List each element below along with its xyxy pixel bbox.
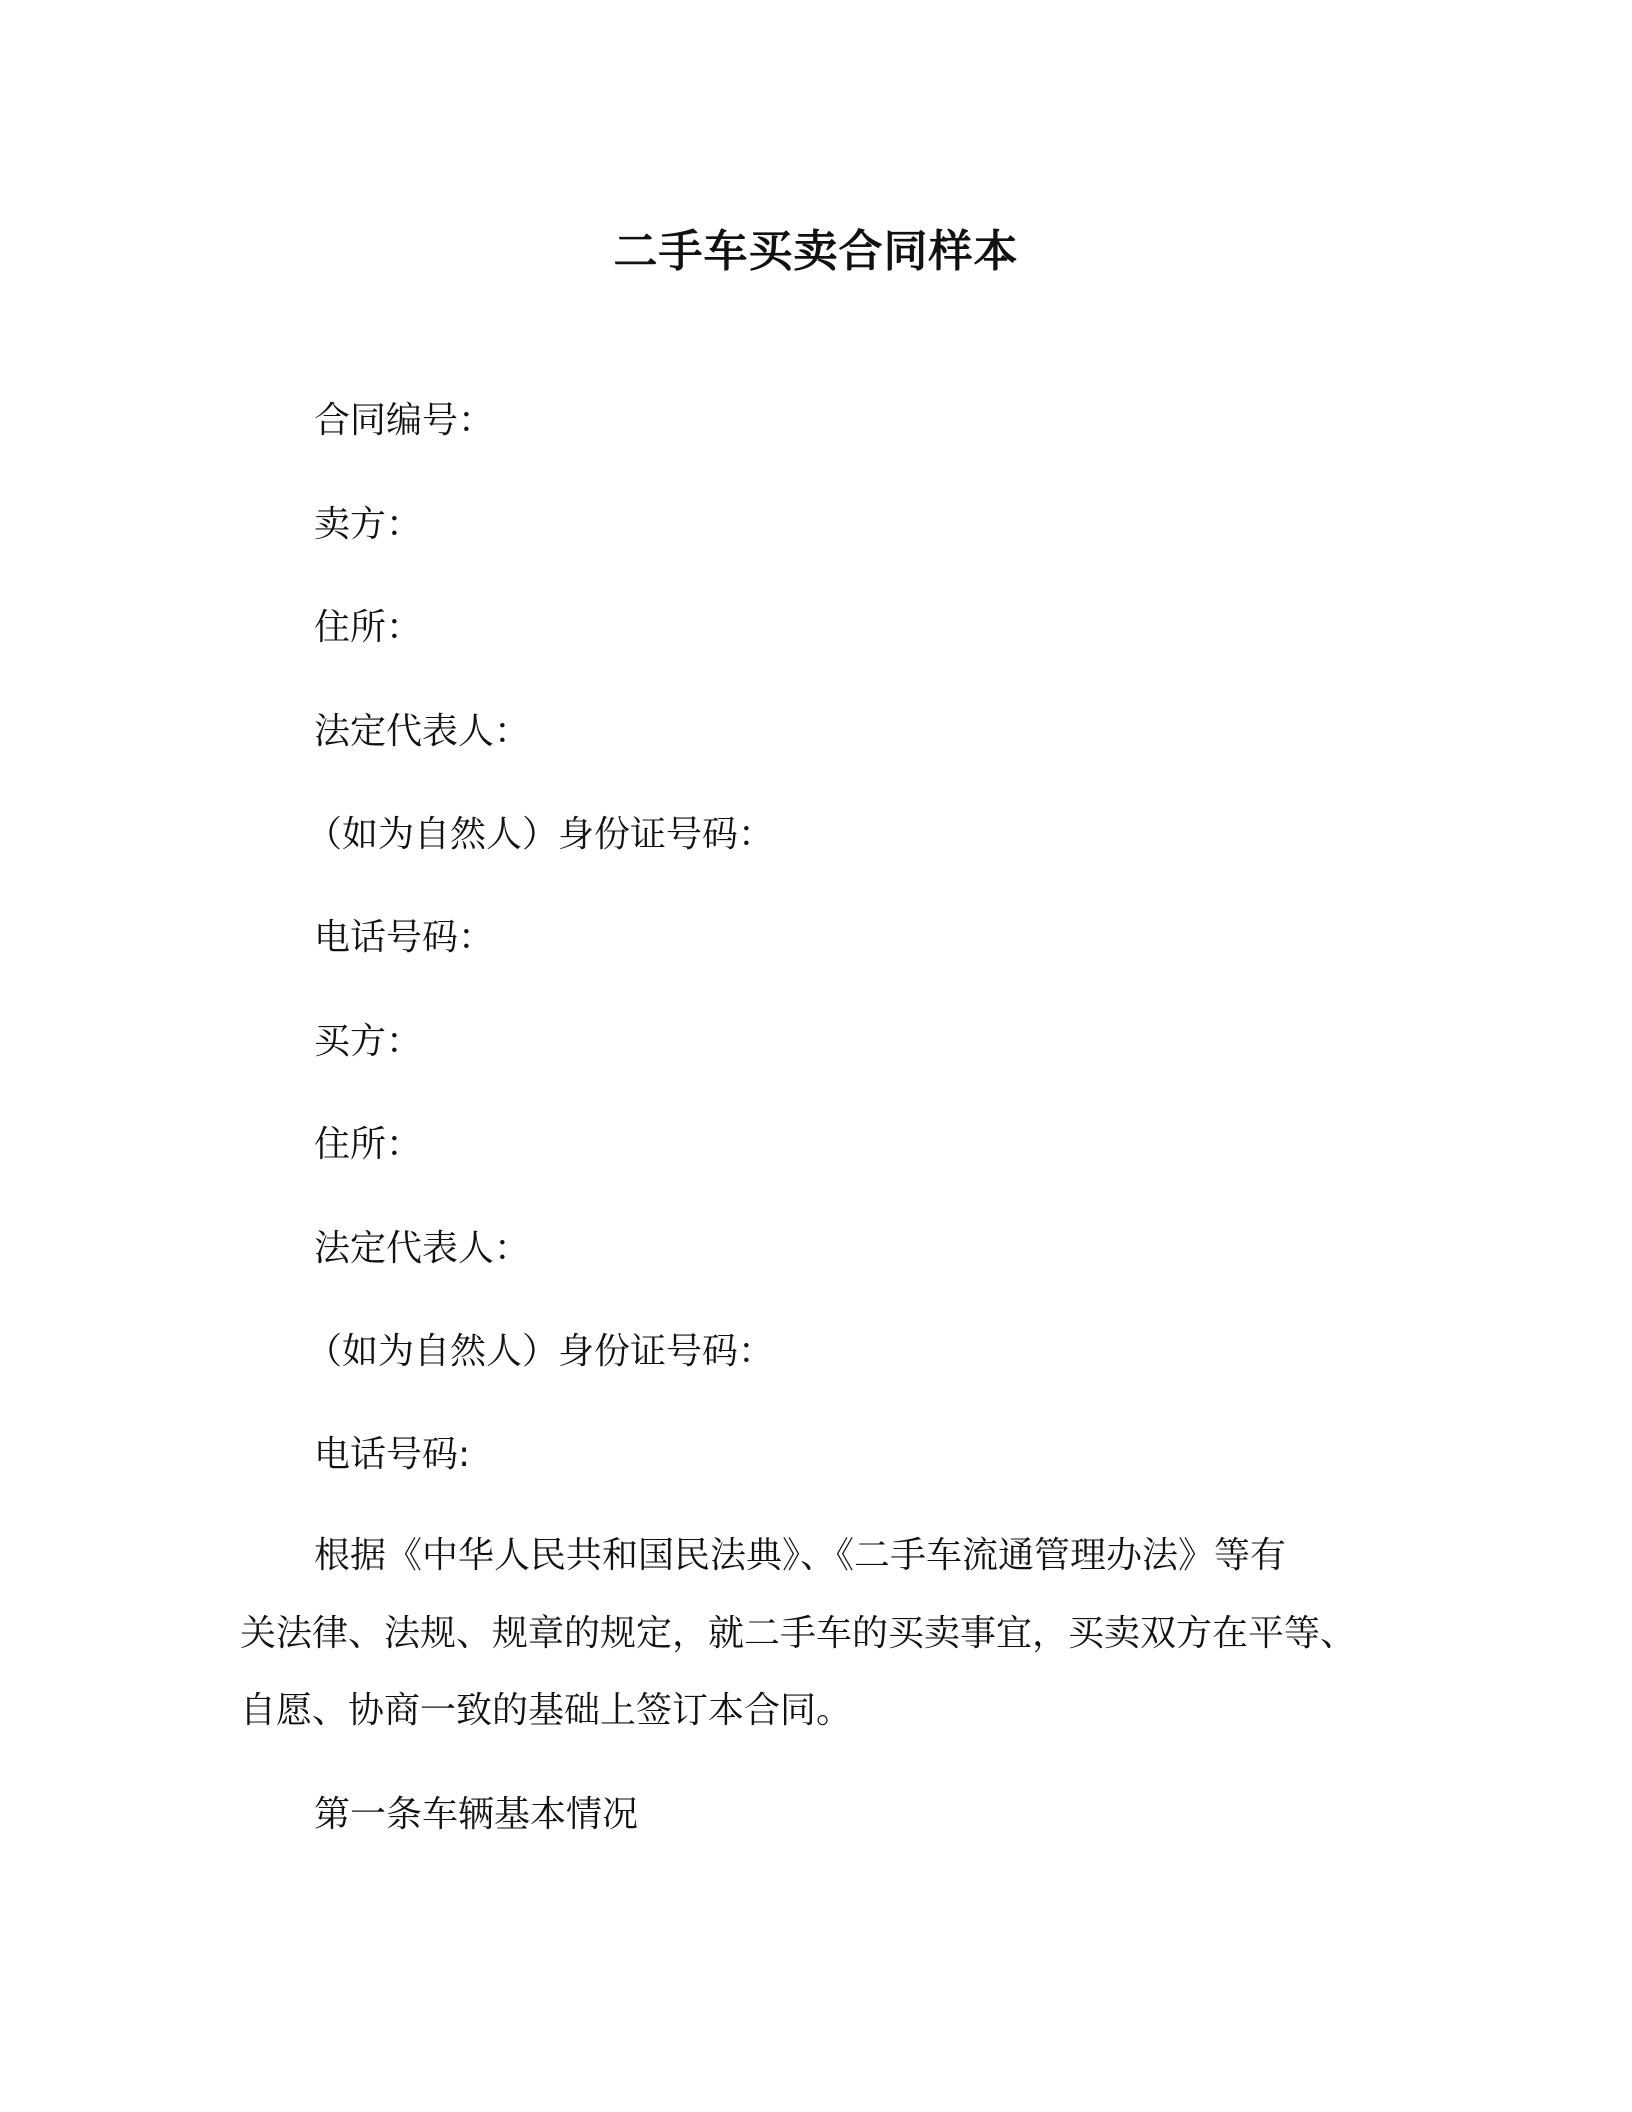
seller-label: 卖方：	[314, 504, 423, 545]
buyer-address-label: 住所：	[314, 1124, 423, 1165]
buyer-id-number-label: （如为自然人）身份证号码：	[306, 1331, 775, 1372]
document-title: 二手车买卖合同样本	[613, 226, 1019, 277]
seller-phone-label: 电话号码：	[314, 917, 495, 958]
section-1-heading: 第一条车辆基本情况	[314, 1794, 639, 1835]
seller-legal-representative-label: 法定代表人：	[314, 711, 531, 752]
preamble-line-1: 根据《中华人民共和国民法典》、《二手车流通管理办法》等有	[314, 1535, 1287, 1576]
preamble-line-3: 自愿、协商一致的基础上签订本合同。	[240, 1690, 853, 1731]
preamble-line-2: 关法律、法规、规章的规定，就二手车的买卖事宜，买卖双方在平等、	[240, 1613, 1357, 1654]
seller-address-label: 住所：	[314, 607, 423, 648]
buyer-label: 买方：	[314, 1021, 423, 1062]
contract-number-label: 合同编号：	[314, 400, 495, 441]
seller-id-number-label: （如为自然人）身份证号码：	[306, 814, 775, 855]
buyer-phone-label: 电话号码:	[314, 1434, 471, 1475]
buyer-legal-representative-label: 法定代表人：	[314, 1228, 531, 1269]
